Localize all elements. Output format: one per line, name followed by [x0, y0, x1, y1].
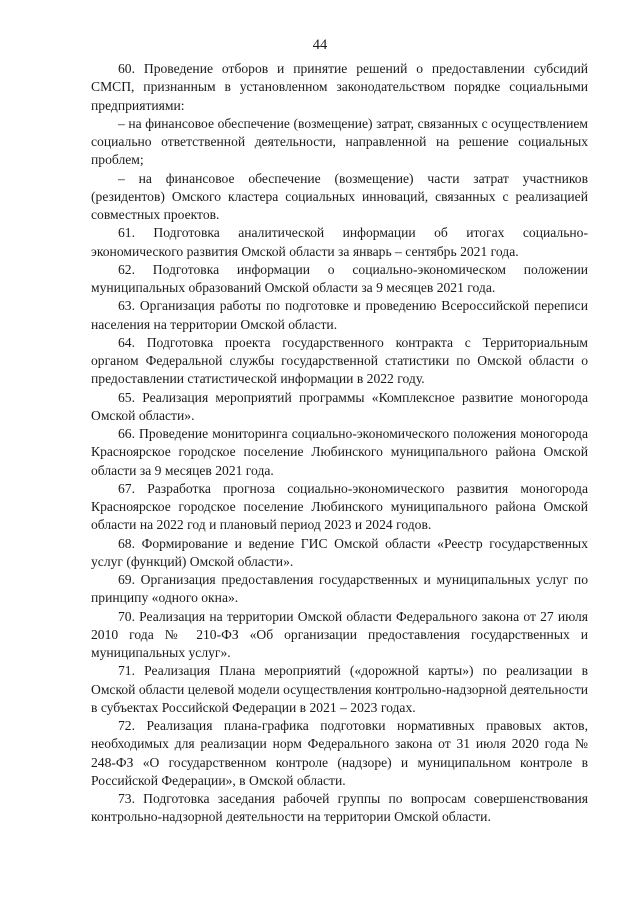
- paragraph-71: 71. Реализация Плана мероприятий («дорожной карты») по реализации в Омской области целевой модели осуществления контрольно-надзорной деятельности в субъектах Российской Федерации в 2021 – 2023 годах.: [91, 663, 588, 715]
- paragraph-72: 72. Реализация плана-графика подготовки нормативных правовых актов, необходимых для реализации норм Федерального закона от 31 июля 2020 года № 248-ФЗ «О государственном контроле (надзоре) и муниципальном контроле в Российской Федерации», в Омской области.: [91, 718, 588, 788]
- document-body: [91, 60, 588, 827]
- paragraph-70: 70. Реализация на территории Омской области Федерального закона от 27 июля 2010 года № 210-ФЗ «Об организации предоставления государственных и муниципальных услуг».: [91, 608, 588, 660]
- paragraph-66: 66. Проведение мониторинга социально-экономического положения моногорода Красноярское городское поселение Любинского муниципального района Омской области за 9 месяцев 2021 года.: [91, 426, 588, 478]
- paragraph-60-bullet-2: – на финансовое обеспечение (возмещение) части затрат участников (резидентов) Омского кластера социальных инноваций, связанных с реализацией совместных проектов.: [91, 170, 588, 222]
- paragraph-64: 64. Подготовка проекта государственного контракта с Территориальным органом Федеральной службы государственной статистики по Омской области о предоставлении статистической информации в 2022 году.: [91, 334, 588, 387]
- paragraph-63: 63. Организация работы по подготовке и проведению Всероссийской переписи населения на территории Омской области.: [91, 298, 588, 332]
- paragraph-62: 62. Подготовка информации о социально-экономическом положении муниципальных образований Омской области за 9 месяцев 2021 года.: [91, 261, 588, 295]
- paragraph-73: 73. Подготовка заседания рабочей группы по вопросам совершенствования контрольно-надзорной деятельности на территории Омской области.: [91, 791, 588, 825]
- paragraph-60-bullet-1: – на финансовое обеспечение (возмещение) затрат, связанных с осуществлением социально ответственной деятельности, направленной на решение социальных проблем;: [91, 115, 588, 168]
- page-number: 44: [312, 37, 328, 53]
- paragraph-65: 65. Реализация мероприятий программы «Комплексное развитие моногорода Омской области».: [91, 389, 588, 423]
- paragraph-61: 61. Подготовка аналитической информации об итогах социально-экономического развития Омской области за январь – сентябрь 2021 года.: [91, 225, 588, 259]
- paragraph-68: 68. Формирование и ведение ГИС Омской области «Реестр государственных услуг (функций) Омской области».: [91, 535, 588, 569]
- paragraph-60: 60. Проведение отборов и принятие решений о предоставлении субсидий СМСП, признанным в установленном законодательством порядке социальными предприятиями:: [91, 61, 588, 113]
- paragraph-69: 69. Организация предоставления государственных и муниципальных услуг по принципу «одного окна».: [91, 572, 588, 606]
- paragraph-67: 67. Разработка прогноза социально-экономического развития моногорода Красноярское городское поселение Любинского муниципального района Омской области на 2022 год и плановый период 2023 и 2024 годов.: [91, 480, 588, 533]
